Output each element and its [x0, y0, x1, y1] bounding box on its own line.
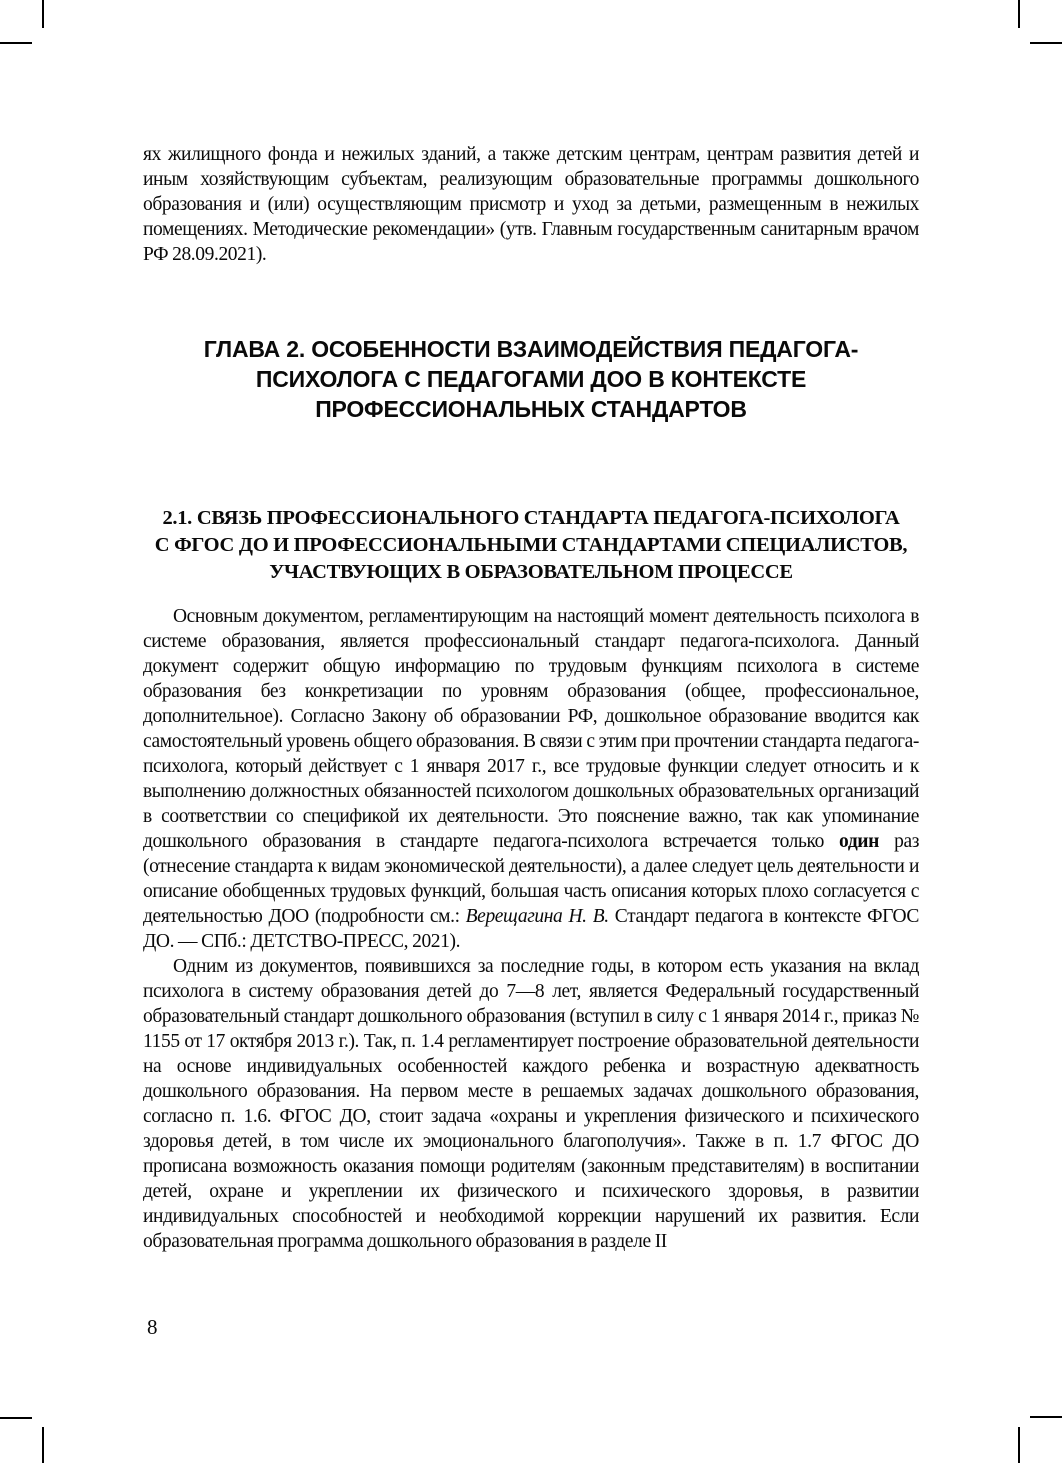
body-text [143, 604, 919, 1254]
crop-mark-top-left-horizontal [0, 42, 32, 44]
paragraph-1-run-4-italic: Верещагина Н. В. [465, 906, 609, 927]
crop-mark-top-right-horizontal [1030, 42, 1062, 44]
page-number: 8 [147, 1315, 158, 1339]
crop-mark-bottom-right-vertical [1018, 1427, 1020, 1463]
crop-mark-bottom-left-horizontal [0, 1417, 32, 1419]
crop-mark-top-right-vertical [1018, 0, 1020, 28]
paragraph-1-run-1: Основным документом, регламентирующим на настоящий момент деятельность психолога в системе образования, является профессиональный стандарт педагога-психолога. Данный документ содержит общую информацию по трудовым функциям психолога в системе образования без конкретизации по уровням образования (общее, профессиональное, дополнительное). Согласно Закону об образовании РФ, дошкольное образование вводится как самостоятельный уровень общего образования. В связи с этим при прочтении стандарта педагога-психолога, который действует с 1 января 2017 г., все трудовые функции следует относить и к выполнению должностных обязанностей психологом дошкольных образовательных организаций в соответствии со спецификой их деятельности. Это пояснение важно, так как упоминание дошкольного образования в стандарте педагога-психолога встречается только [143, 606, 919, 852]
intro-paragraph: ях жилищного фонда и нежилых зданий, а также детским центрам, центрам развития детей и иным хозяйствующим субъектам, реализующим образовательные программы дошкольного образования и (или) осуществляющим присмотр и уход за детьми, размещенным в нежилых помещениях. Методические рекомендации» (утв. Главным государственным санитарным врачом РФ 28.09.2021). [143, 144, 919, 265]
chapter-heading-line-2: ПСИХОЛОГА С ПЕДАГОГАМИ ДОО В КОНТЕКСТЕ [255, 366, 807, 392]
chapter-heading-line-1: ГЛАВА 2. ОСОБЕННОСТИ ВЗАИМОДЕЙСТВИЯ ПЕДАГОГА- [203, 336, 859, 362]
paragraph-1-run-2-bold: один [839, 831, 879, 852]
paragraph-1-run-5: Стандарт педагога в контексте ФГОС ДО. — СПб.: ДЕТСТВО-ПРЕСС, 2021). [143, 906, 919, 952]
section-heading-line-1: 2.1. СВЯЗЬ ПРОФЕССИОНАЛЬНОГО СТАНДАРТА ПЕДАГОГА-ПСИХОЛОГА [162, 507, 900, 529]
chapter-heading [143, 334, 919, 424]
section-heading-line-3: УЧАСТВУЮЩИХ В ОБРАЗОВАТЕЛЬНОМ ПРОЦЕССЕ [269, 561, 793, 583]
crop-mark-top-left-vertical [42, 0, 44, 28]
crop-mark-bottom-left-vertical [42, 1427, 44, 1463]
section-heading-line-2: С ФГОС ДО И ПРОФЕССИОНАЛЬНЫМИ СТАНДАРТАМИ СПЕЦИАЛИСТОВ, [154, 534, 908, 556]
paragraph-1 [143, 604, 919, 954]
section-heading [143, 505, 919, 586]
paragraph-2: Одним из документов, появившихся за последние годы, в котором есть указания на вклад психолога в систему образования детей до 7—8 лет, является Федеральный государственный образовательный стандарт дошкольного образования (вступил в силу с 1 января 2014 г., приказ № 1155 от 17 октября 2013 г.). Так, п. 1.4 регламентирует построение образовательной деятельности на основе индивидуальных особенностей каждого ребенка и возрастную адекватность дошкольного образования. На первом месте в решаемых задачах дошкольного образования, согласно п. 1.6. ФГОС ДО, стоит задача «охраны и укрепления физического и психического здоровья детей, в том числе их эмоционального благополучия». Также в п. 1.7 ФГОС ДО прописана возможность оказания помощи родителям (законным представителям) в воспитании детей, охране и укреплении их физического и психического здоровья, в развитии индивидуальных способностей и необходимой коррекции нарушений их развития. Если образовательная программа дошкольного образования в разделе II [143, 956, 919, 1252]
paragraph-1-run-3: раз (отнесение стандарта к видам экономической деятельности), а далее следует цель деятельности и описание обобщенных трудовых функций, большая часть описания которых плохо согласуется с деятельностью ДОО (подробности см.: [143, 831, 920, 927]
crop-mark-bottom-right-horizontal [1030, 1416, 1062, 1418]
chapter-heading-line-3: ПРОФЕССИОНАЛЬНЫХ СТАНДАРТОВ [315, 396, 747, 422]
